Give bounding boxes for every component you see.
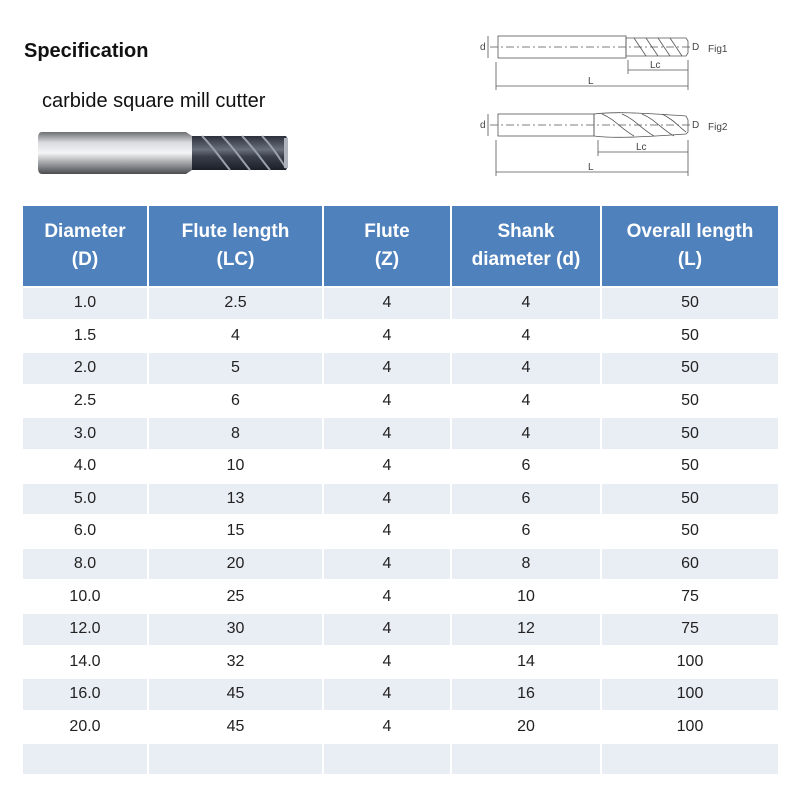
table-row-empty xyxy=(23,743,778,774)
table-row xyxy=(23,515,778,548)
cell-diameter: 12.0 xyxy=(23,613,148,646)
cell-overall-length: 50 xyxy=(601,417,778,450)
cell-flute: 4 xyxy=(323,352,451,385)
cell-shank-diameter: 4 xyxy=(451,385,601,418)
cell-flute-length: 20 xyxy=(148,548,323,581)
product-name: carbide square mill cutter xyxy=(42,90,266,112)
cell-shank-diameter: 20 xyxy=(451,711,601,744)
cell-flute-length: 45 xyxy=(148,711,323,744)
table-header-row xyxy=(23,206,778,287)
cell-diameter: 1.5 xyxy=(23,320,148,353)
cell-overall-length: 100 xyxy=(601,678,778,711)
dim-d-fig1: d xyxy=(480,42,486,53)
cell-flute: 4 xyxy=(323,320,451,353)
table-row xyxy=(23,613,778,646)
cell-overall-length: 50 xyxy=(601,385,778,418)
table-row xyxy=(23,548,778,581)
empty-cell xyxy=(148,743,323,774)
cell-flute: 4 xyxy=(323,678,451,711)
cell-overall-length: 50 xyxy=(601,450,778,483)
cell-flute: 4 xyxy=(323,613,451,646)
table-row xyxy=(23,320,778,353)
header-shank-diameter: Shank diameter (d) xyxy=(451,206,601,287)
cell-shank-diameter: 4 xyxy=(451,352,601,385)
dim-D-fig1: D xyxy=(692,42,700,53)
empty-cell xyxy=(601,743,778,774)
cell-shank-diameter: 14 xyxy=(451,646,601,679)
cell-shank-diameter: 6 xyxy=(451,483,601,516)
table-row xyxy=(23,711,778,744)
cell-diameter: 1.0 xyxy=(23,287,148,320)
header-flute-length: Flute length (LC) xyxy=(148,206,323,287)
cell-overall-length: 50 xyxy=(601,287,778,320)
table-row xyxy=(23,287,778,320)
fig2-label: Fig2 xyxy=(708,122,728,133)
cell-overall-length: 75 xyxy=(601,580,778,613)
cell-overall-length: 75 xyxy=(601,613,778,646)
cell-shank-diameter: 6 xyxy=(451,515,601,548)
header-diameter: Diameter (D) xyxy=(23,206,148,287)
cell-diameter: 14.0 xyxy=(23,646,148,679)
cell-shank-diameter: 8 xyxy=(451,548,601,581)
cell-flute-length: 6 xyxy=(148,385,323,418)
cell-overall-length: 60 xyxy=(601,548,778,581)
cell-diameter: 3.0 xyxy=(23,417,148,450)
cell-flute: 4 xyxy=(323,385,451,418)
cell-diameter: 8.0 xyxy=(23,548,148,581)
page-title: Specification xyxy=(24,40,149,62)
cell-flute-length: 13 xyxy=(148,483,323,516)
cell-diameter: 4.0 xyxy=(23,450,148,483)
cell-flute: 4 xyxy=(323,548,451,581)
cell-shank-diameter: 4 xyxy=(451,287,601,320)
dim-lc-fig1: Lc xyxy=(650,60,661,71)
empty-cell xyxy=(23,743,148,774)
cell-flute: 4 xyxy=(323,580,451,613)
cell-flute-length: 25 xyxy=(148,580,323,613)
specification-table xyxy=(23,206,778,774)
cell-diameter: 2.0 xyxy=(23,352,148,385)
cell-flute: 4 xyxy=(323,417,451,450)
cell-flute-length: 10 xyxy=(148,450,323,483)
dim-d-fig2: d xyxy=(480,120,486,131)
cell-flute-length: 15 xyxy=(148,515,323,548)
cell-flute-length: 45 xyxy=(148,678,323,711)
cell-diameter: 20.0 xyxy=(23,711,148,744)
cell-shank-diameter: 12 xyxy=(451,613,601,646)
cell-shank-diameter: 4 xyxy=(451,320,601,353)
table-row xyxy=(23,450,778,483)
cell-diameter: 10.0 xyxy=(23,580,148,613)
cell-overall-length: 50 xyxy=(601,352,778,385)
cell-diameter: 16.0 xyxy=(23,678,148,711)
end-mill-image xyxy=(36,128,296,178)
cell-flute-length: 30 xyxy=(148,613,323,646)
cell-shank-diameter: 16 xyxy=(451,678,601,711)
cell-diameter: 5.0 xyxy=(23,483,148,516)
dim-lc-fig2: Lc xyxy=(636,142,647,153)
cell-flute: 4 xyxy=(323,515,451,548)
cell-diameter: 6.0 xyxy=(23,515,148,548)
cell-flute-length: 32 xyxy=(148,646,323,679)
dim-l-fig1: L xyxy=(588,76,594,87)
cell-flute-length: 4 xyxy=(148,320,323,353)
cell-overall-length: 50 xyxy=(601,515,778,548)
header-overall-length: Overall length (L) xyxy=(601,206,778,287)
table-row xyxy=(23,646,778,679)
cell-flute-length: 2.5 xyxy=(148,287,323,320)
table-row xyxy=(23,483,778,516)
cell-shank-diameter: 4 xyxy=(451,417,601,450)
technical-drawing xyxy=(470,28,760,188)
header-flute: Flute (Z) xyxy=(323,206,451,287)
cell-overall-length: 50 xyxy=(601,483,778,516)
fig1-label: Fig1 xyxy=(708,44,728,55)
table-row xyxy=(23,385,778,418)
cell-overall-length: 100 xyxy=(601,711,778,744)
table-row xyxy=(23,678,778,711)
table-row xyxy=(23,352,778,385)
cell-shank-diameter: 6 xyxy=(451,450,601,483)
cell-flute: 4 xyxy=(323,483,451,516)
dim-D-fig2: D xyxy=(692,120,700,131)
table-row xyxy=(23,580,778,613)
cell-overall-length: 100 xyxy=(601,646,778,679)
cell-shank-diameter: 10 xyxy=(451,580,601,613)
cell-diameter: 2.5 xyxy=(23,385,148,418)
cell-flute-length: 8 xyxy=(148,417,323,450)
empty-cell xyxy=(323,743,451,774)
cell-overall-length: 50 xyxy=(601,320,778,353)
cell-flute-length: 5 xyxy=(148,352,323,385)
cell-flute: 4 xyxy=(323,287,451,320)
table-row xyxy=(23,417,778,450)
cell-flute: 4 xyxy=(323,646,451,679)
cell-flute: 4 xyxy=(323,711,451,744)
cell-flute: 4 xyxy=(323,450,451,483)
dim-l-fig2: L xyxy=(588,162,594,173)
empty-cell xyxy=(451,743,601,774)
